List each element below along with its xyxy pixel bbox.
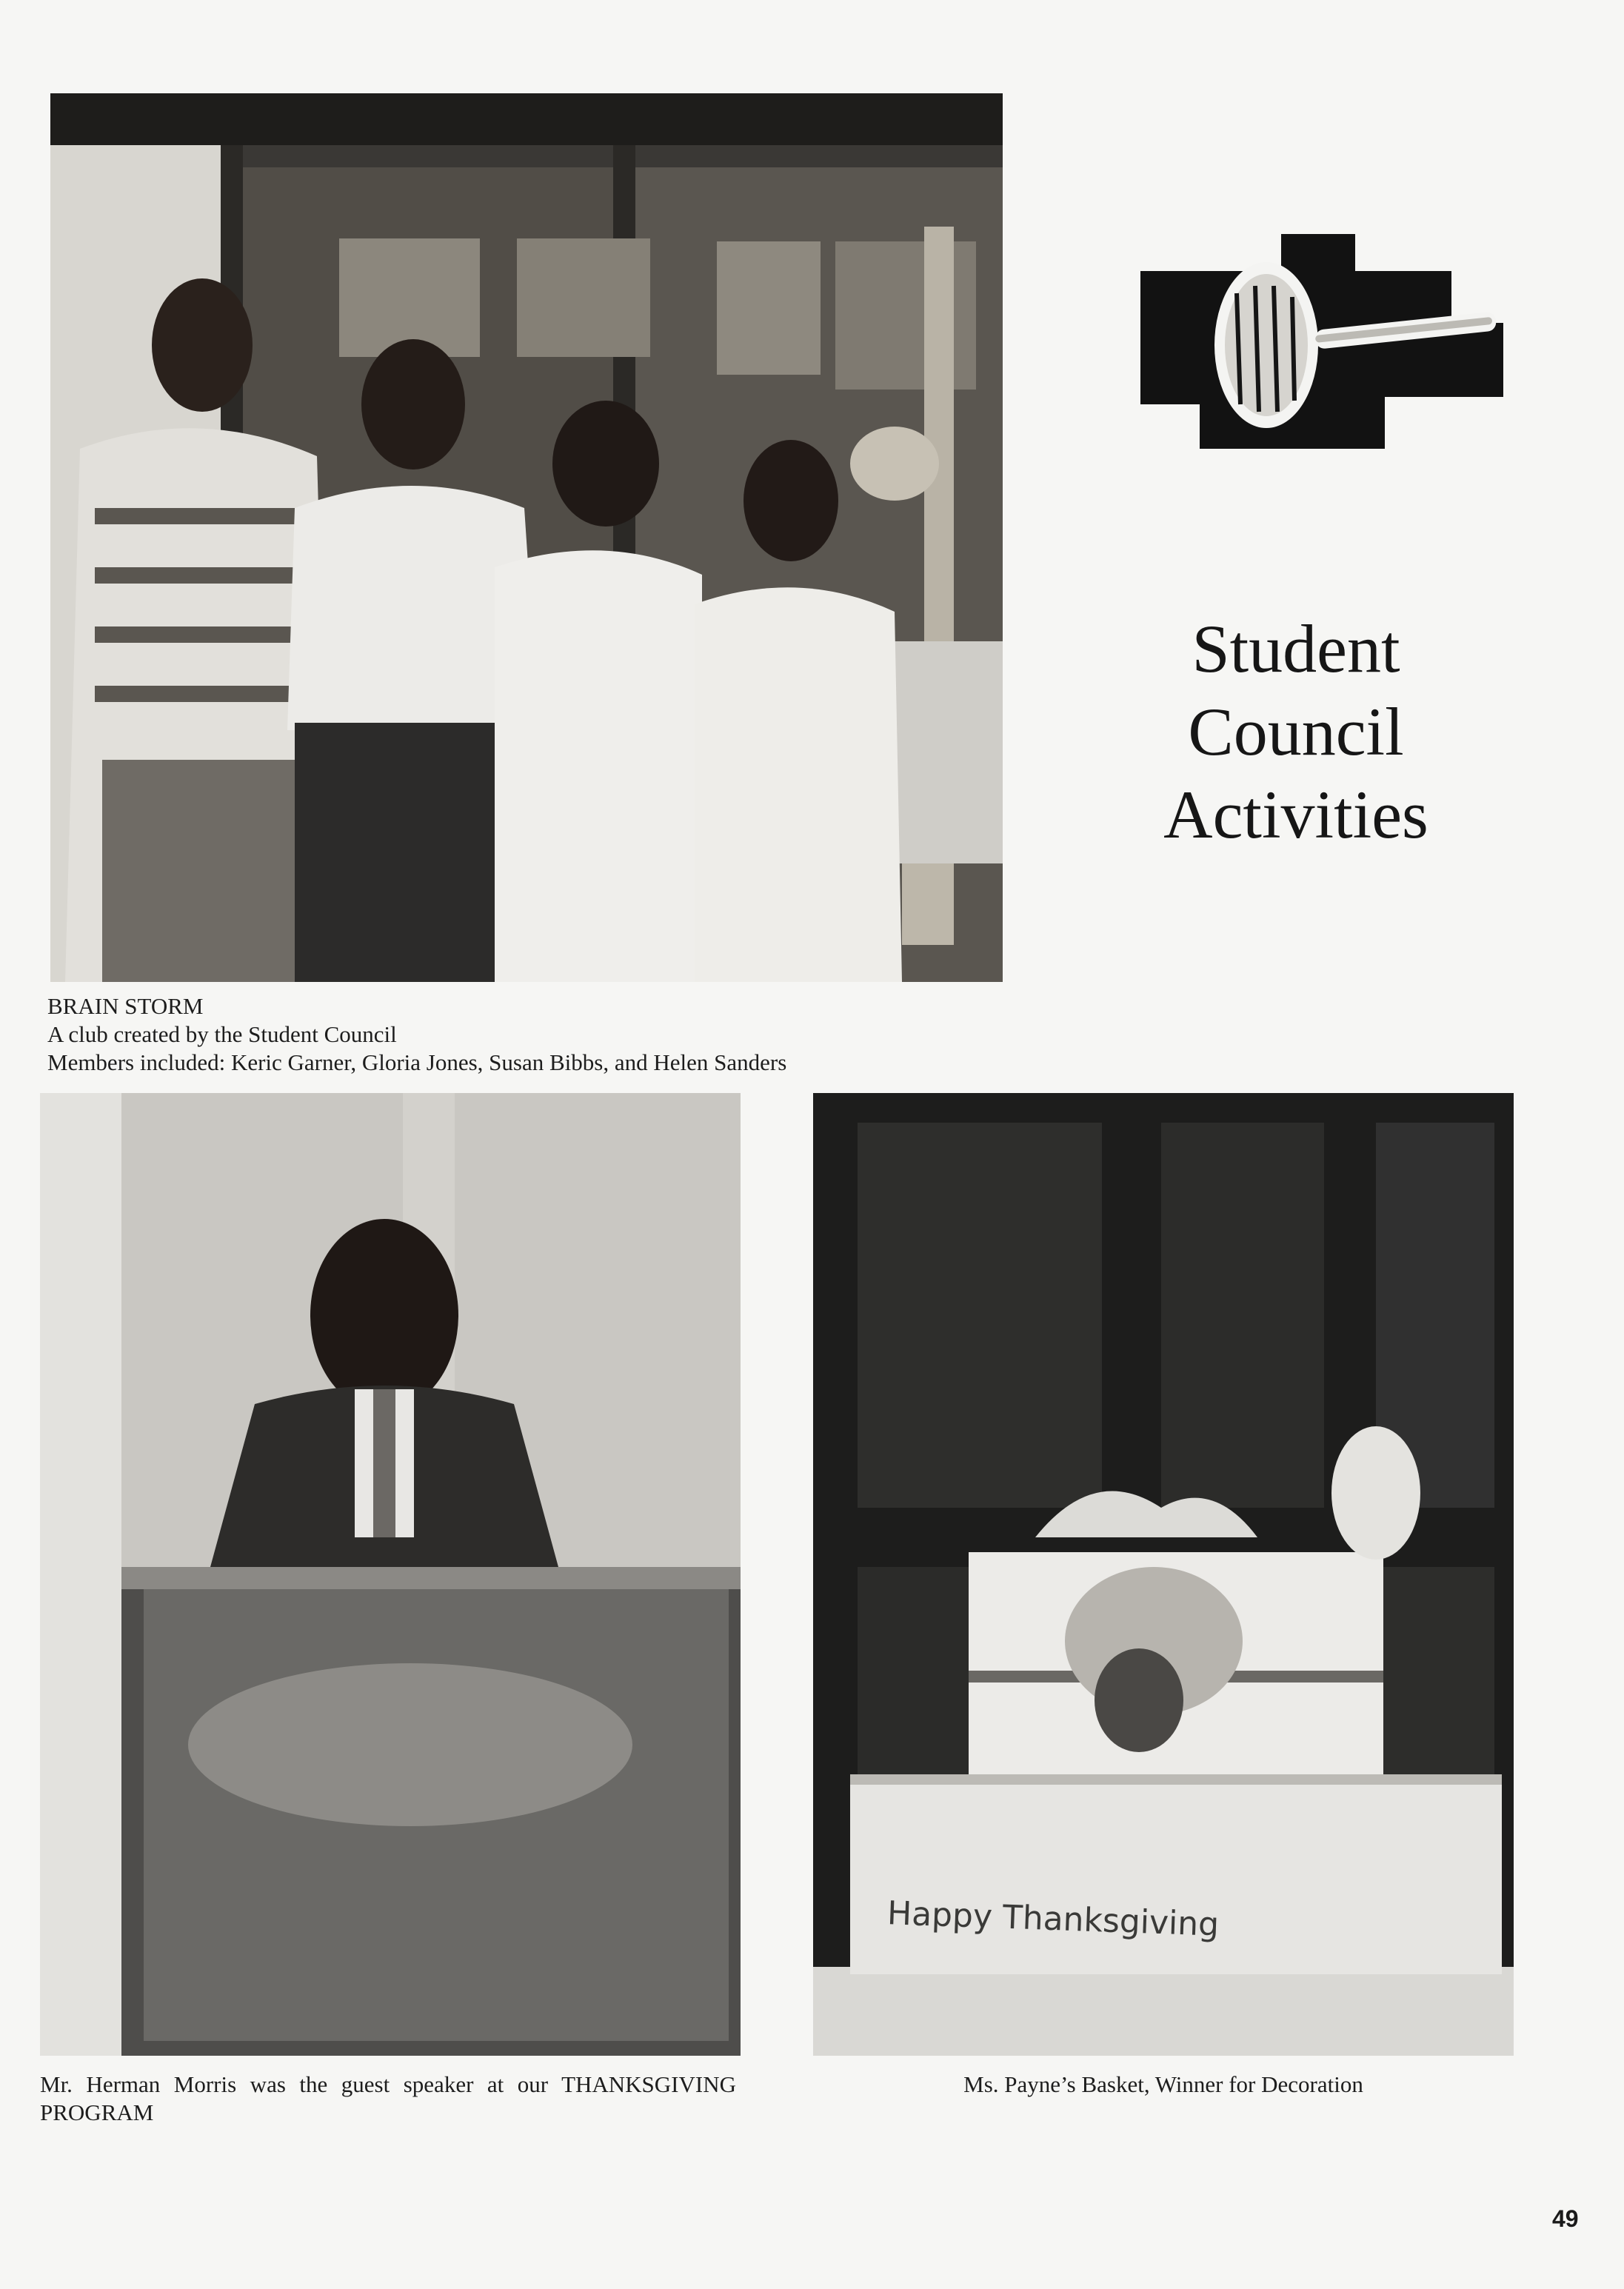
section-title-line-1: Student <box>1192 611 1400 686</box>
brainstorm-caption-members: Members included: Keric Garner, Gloria Jones, Susan Bibbs, and Helen Sanders <box>47 1049 787 1075</box>
brainstorm-caption-description: A club created by the Student Council <box>47 1021 397 1047</box>
basket-handwritten-text: Happy Thanksgiving <box>886 1894 1220 1944</box>
basket-photo <box>813 1093 1514 2056</box>
basket-caption: Ms. Payne’s Basket, Winner for Decoration <box>963 2071 1363 2097</box>
brainstorm-photo <box>50 93 1003 982</box>
speaker-caption: Mr. Herman Morris was the guest speaker at our THANKSGIVING PROGRAM <box>40 2071 736 2125</box>
section-title-line-3: Activities <box>1163 777 1428 852</box>
page-number: 49 <box>1552 2205 1579 2232</box>
section-title-line-2: Council <box>1188 694 1404 769</box>
gavel-icon <box>1126 227 1517 453</box>
section-title <box>1096 607 1496 856</box>
speaker-photo <box>40 1093 741 2056</box>
brainstorm-caption-title: BRAIN STORM <box>47 993 204 1019</box>
brainstorm-caption <box>47 992 1010 1077</box>
